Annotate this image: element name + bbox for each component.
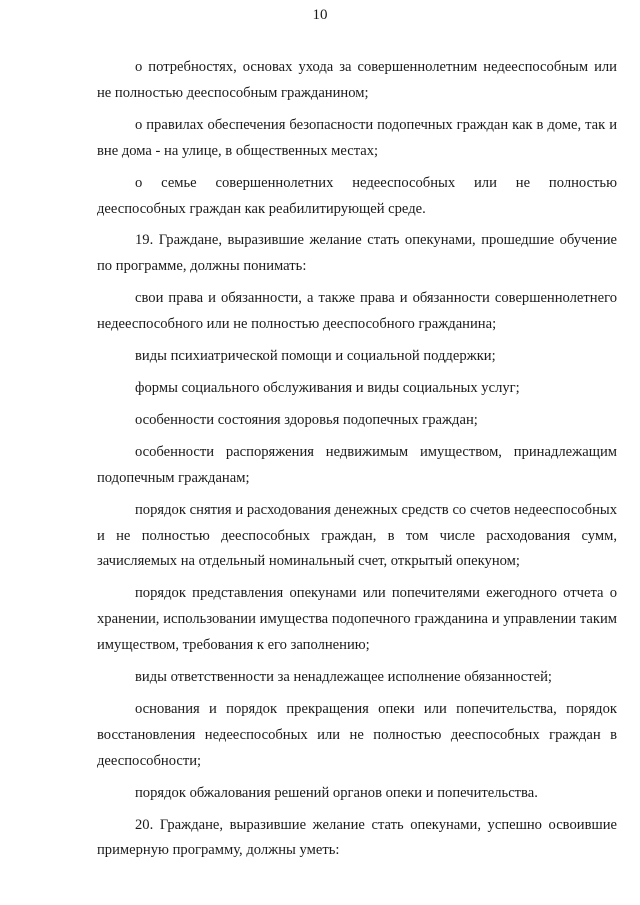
paragraph-family-environment: о семье совершеннолетних недееспособных или не полностью дееспособных граждан как реабилитирующей среде. [97,174,617,217]
paragraph-social-services: формы социального обслуживания и виды социальных услуг; [135,379,520,396]
paragraph-safety-rules: о правилах обеспечения безопасности подопечных граждан как в доме, так и вне дома - на улице, в общественных местах; [97,116,617,159]
paragraph-responsibility: виды ответственности за ненадлежащее исполнение обязанностей; [135,669,552,686]
document-body [97,55,617,864]
paragraph-health-features: особенности состояния здоровья подопечных граждан; [135,411,478,428]
paragraph-real-estate: особенности распоряжения недвижимым имуществом, принадлежащим подопечным гражданам; [97,443,617,486]
paragraph-funds-withdrawal: порядок снятия и расходования денежных средств со счетов недееспособных и не полностью дееспособных граждан, в том числе расходования сумм, зачисляемых на отдельный номинальный счет, открытый опекуном; [97,501,617,570]
paragraph-termination: основания и порядок прекращения опеки или попечительства, порядок восстановления недееспособных или не полностью дееспособных граждан в дееспособности; [97,700,617,769]
paragraph-item-20: 20. Граждане, выразившие желание стать опекунами, успешно освоившие примерную программу, должны уметь: [97,816,617,859]
paragraph-item-19: 19. Граждане, выразившие желание стать опекунами, прошедшие обучение по программе, должны понимать: [97,232,617,275]
paragraph-rights-duties: свои права и обязанности, а также права и обязанности совершеннолетнего недееспособного или не полностью дееспособного гражданина; [97,290,617,333]
paragraph-appeal: порядок обжалования решений органов опеки и попечительства. [135,784,538,801]
paragraph-psychiatric-help: виды психиатрической помощи и социальной поддержки; [135,348,496,365]
paragraph-needs-care: о потребностях, основах ухода за совершеннолетним недееспособным или не полностью дееспособным гражданином; [97,59,617,101]
page-number: 10 [312,7,328,23]
paragraph-annual-report: порядок представления опекунами или попечителями ежегодного отчета о хранении, использовании имущества подопечного гражданина и управлении таким имуществом, требования к его заполнению; [97,585,617,654]
